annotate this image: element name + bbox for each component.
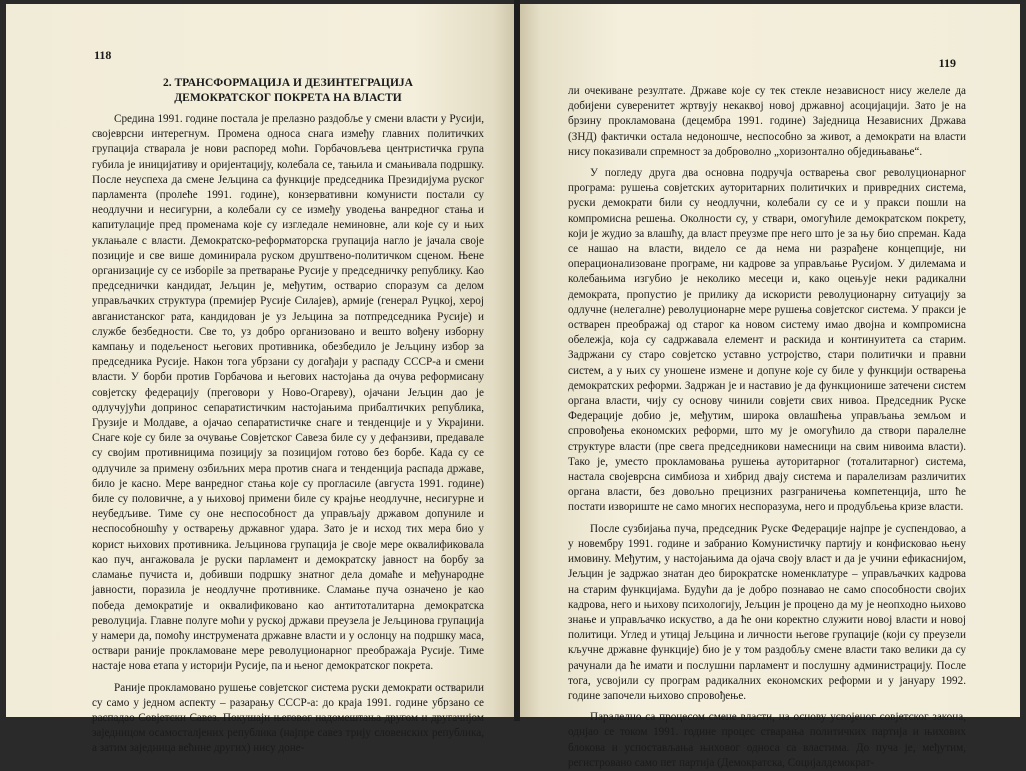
section-heading: 2. ТРАНСФОРМАЦИЈА И ДЕЗИНТЕГРАЦИЈА ДЕМОКРАТСКОГ ПОКРЕТА НА ВЛАСТИ <box>163 77 413 104</box>
left-page <box>6 4 514 755</box>
paragraph: Раније прокламовано рушење совјетског система руски демократи остварили су само у једном аспекту – разарању СССР-а: до краја 1991. године убрзано се распадао Совјетски Савез. Покушаји његовог надомештања другом и другачијом заједницом осамосталjених република (најпре савез трију словенских република, а затим заједница већине других) нису доне- <box>92 681 484 755</box>
right-page-text <box>568 84 966 771</box>
right-page <box>520 4 1020 769</box>
paragraph: Средина 1991. године постала је прелазно раздобље у смени власти у Русији, својеврсни интерегнум. Промена односа снага између главних политичких групација стварала је нови распоред моћи. Горбачовљева центристичка група губила је иницијативу и оријентацију, колебала се, тањила и смањивала подршку. После неуспеха да смене Јељцина са функције председника Президијума руског парламента (пролеће 1991. године), конзервативни комунисти постали су неодлучни и несигурни, а колебали су се између уводења ванредног стања и капитулације пред променама које су изгледале неминовне, али које су и њих уклањале с власти. Демократско-реформаторска групација нагло је јачала своје позиције и све више доминирала руском друштвено-политичком сценом. Њене организације су се изборile за претварање Русије у председничку републику. Као председнички кандидат, Јељцин је, међутим, остварио споразум са делом управљачких структура (премијер Русије Силајев), армије (генерал Руцкој, херој авганистанског рата, кандидован је уз Јељцина за потпредседника Русије) и службе безбедности. Све то, уз добро организовано и вешто вођену изборну кампању и подељеност његових противника, обезбедило је Јељцину избор за председника Русије. Након тога убрзани су догађаји у распаду СССР-а и смени власти. У борби против Горбачова и његових настојања да очува реформисану совјетску федерацију (преговори у Ново-Огареву), ојачани Јељцин дао је одлучујући допринос сепаратистичким настојањима прибалтичких република, Грузије и Молдаве, а ојачао сепаратистичке снаге и тенденције и у Украјини. Снаге које су биле за очување Совјетског Савеза биле су у дефанзиви, предавале су својим противницима позицију за позицијом готово без борбе. Када су се одлучиле за примену озбиљних мера против снага и тенденција распада државе, било је касно. Мере ванредног стања које су прогласиле (августа 1991. године) биле су половичне, а у њиховој примени биле су крајње неодлучне, несигурне и неубедљиве. Тиме су оне неспособност да управљају државом допуниле и неспособношћу у остварењу државног удара. Зато је и исход тих мера био у корист њихових противника. Јељцинова групација је своје мере оквалификовала као пуч, ангажовала је руски парламент и демократску јавност на борбу за сламање пучиста и, добивши подршку знатног дела домаће и међународне јавности, поразила је неодлучне противнике. Сламање пуча означено је као победа демократије и оквалификовано као антитоталитарна демократска револуција. Главне полуге моћи у руској држави преузела је Јељцинова групација у намери да, помоћу инструмената државне власти и у ослонцу на подршку маса, оствари раније прокламоване мере револуционарног преображаја Русије. Тиме настаје нова етапа у историји Русије, па и њеног демократског покрета. <box>92 113 484 673</box>
paragraph: У погледу друга два основна подручја остварења свог револуционарног програма: рушења совјетских ауторитарних политичких и привредних система, руски демократи били су неодлучни, колебали су се и у пракси пошли на компромисна решења. Околности су, у ствари, омогућиле демократском покрету, који је жудио за влашћу, да власт преузме пре него што је за њу био спреман. Када се нашао на власти, видело се да нема ни разрађене концепције, ни операционализоване програме, ни кадрове за управљање Русијом. У дилемама и колебањима изгубио је неколико месеци и, како оцењује неки радикални демократа, пропустио је прилику да искористи револуционарну ситуацију за одлучне (нелегалне) револуционарне мере рушења совјетског система. У пракси је остварен преображај од старог ка новом систему имао двојна и компромисна обележја, која су садржавала елемент и раскида и континуитета са старим. Задржани су старо совјетско уставно устројство, стари политички и правни систем, а у њих су уношене измене и допуне које су биле у функцији остварења демократских реформи. Задржан је и наставио је да функционише затечени систем органа власти, чију су основу чинили совјети свих нивоа. Председник Руске Федерације добио је, међутим, широка овлашћења управљања земљом и спровођења економских реформи, што му је омогућило да створи паралелне структуре власти (пре свега председникови намесници на свим нивоима власти). Тако је, уместо прокламовања рушења ауторитарног (тоталитарног) система, настала својеврсна симбиоза и хибрид двају система и паралелизам различитих органа власти, без довољно прецизних разграничења компетенција, што ће постати извориште не само многих неспоразума, него и продубљења кризе власти. <box>568 167 966 514</box>
page-number-right: 119 <box>938 56 956 70</box>
paragraph: ли очекиване резултате. Државе које су тек стекле независност нису желеле да добијени суверенитет жртвују некаквој новој државној асоцијацији. Зато је на брзину прокламована (децембра 1991. године) Заједница Независних Држава (ЗНД) фактички остала недоношче, неспособно за живот, а демократи на власти нису показивали спремност за доброволно „хоризонтално обједињавање“. <box>568 85 966 158</box>
paragraph: Паралелно са процесом смене власти, на основу усвојеног совјетског закона, однјао се током 1991. године процес стварања политичких партија и њихових блокова и успостављања њиховог односа са властима. До пуча је, међутим, регистровано само пет партија (Демократска, Социјалдемократ- <box>568 711 966 769</box>
left-page-text <box>92 76 484 757</box>
page-number-left: 118 <box>94 48 112 62</box>
book-gutter <box>514 0 520 721</box>
paragraph: После сузбијања пуча, председник Руске Федерације најпре је суспендовао, а у новембру 1991. године и забранио Комунистичку партију и конфисковао њену имовину. Међутим, у настојањима да ојача своју власт и да је учини ефикаснијом, Јељцин је задржао знатан део бирократске номенклатуре – управљачких кадрова на старим функцијама. Будући да је добро познавао не само способности својих кадрова, него и њихову психологију, Јељцин је процено да му је неопходно њихово знање и управљачко искуство, а да ће они коректно служити новој власти и новој политици. Углед и утицај Јељцина и личности његове групације (који су преузели кључне државне функције) био је у том раздобљу смене власти тако велики да су рачунали да ће имати и послушни парламент и послушну администрацију. После тога, усвојили су програм радикалних економских реформи и у јануару 1992. године започели њихово спровођење. <box>568 522 966 702</box>
